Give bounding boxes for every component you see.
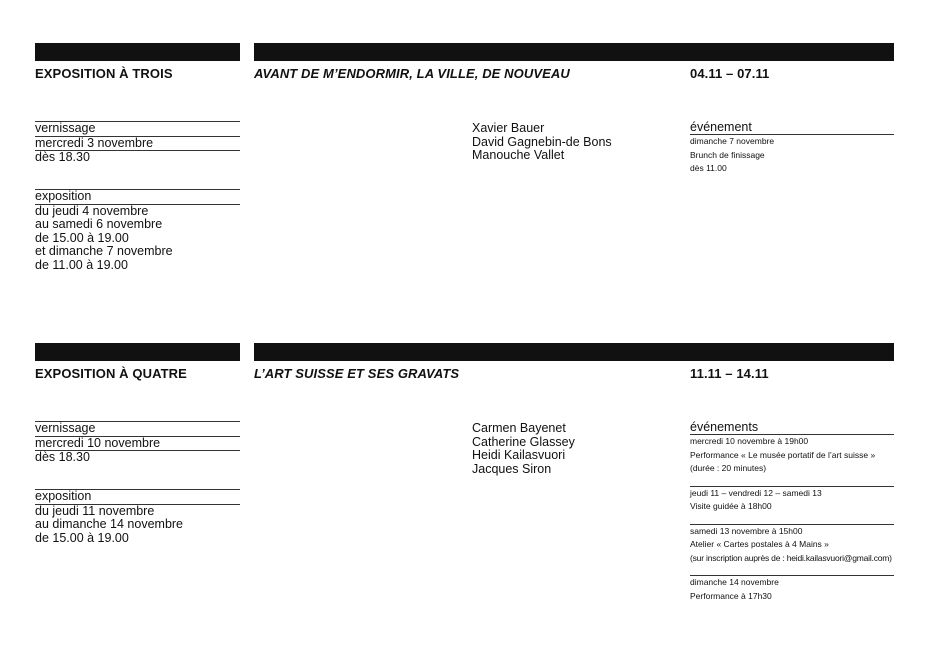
vernissage-date: mercredi 3 novembre: [35, 135, 154, 150]
vernissage-time: dès 18.30: [35, 450, 90, 464]
artist-name: Heidi Kailasvuori: [472, 448, 566, 462]
event-item: [690, 135, 894, 176]
exposition-line: du jeudi 11 novembre: [35, 503, 155, 518]
event-line: (durée : 20 minutes): [690, 463, 767, 473]
vernissage-block: [35, 121, 240, 165]
artist-name: Jacques Siron: [472, 461, 552, 476]
event-item: [690, 435, 894, 476]
artist-list: [472, 122, 612, 163]
artist-name: Xavier Bauer: [472, 121, 545, 135]
event-line: Atelier « Cartes postales à 4 Mains »: [690, 539, 829, 549]
exposition-label: exposition: [35, 189, 92, 203]
section-subtitle: AVANT DE M’ENDORMIR, LA VILLE, DE NOUVEAU: [254, 66, 570, 81]
exposition-block: [35, 489, 240, 545]
event-item: [690, 524, 894, 566]
section-dates: 04.11 – 07.11: [690, 66, 770, 81]
artist-name: Manouche Vallet: [472, 148, 565, 162]
event-line: Brunch de finissage: [690, 149, 765, 160]
exposition-line: de 15.00 à 19.00: [35, 230, 129, 245]
exposition-line: du jeudi 4 novembre: [35, 203, 149, 218]
event-line: dimanche 7 novembre: [690, 136, 775, 146]
vernissage-label: vernissage: [35, 421, 96, 435]
event-line: (sur inscription auprès de : heidi.kailasvuori@gmail.com): [690, 552, 892, 563]
header-bar-right: [254, 43, 894, 61]
events-label: événements: [690, 420, 759, 434]
event-line: dès 11.00: [690, 163, 727, 173]
events-label: événement: [690, 120, 752, 134]
event-item: [690, 575, 894, 603]
exposition-label: exposition: [35, 489, 92, 503]
event-line: samedi 13 novembre à 15h00: [690, 525, 803, 536]
header-bar-left: [35, 343, 240, 361]
artist-name: David Gagnebin-de Bons: [472, 134, 612, 149]
event-line: dimanche 14 novembre: [690, 577, 779, 587]
exposition-line: et dimanche 7 novembre: [35, 244, 173, 258]
event-line: mercredi 10 novembre à 19h00: [690, 436, 809, 446]
event-line: Performance « Le musée portatif de l’art suisse »: [690, 449, 876, 460]
header-bar-right: [254, 343, 894, 361]
exposition-line: de 15.00 à 19.00: [35, 530, 129, 545]
exposition-line: au dimanche 14 novembre: [35, 517, 184, 531]
event-item: [690, 486, 894, 514]
exposition-line: de 11.00 à 19.00: [35, 257, 128, 272]
section-title: EXPOSITION À TROIS: [35, 66, 173, 81]
event-line: Visite guidée à 18h00: [690, 501, 772, 511]
vernissage-date: mercredi 10 novembre: [35, 435, 161, 450]
artist-list: [472, 422, 575, 476]
artist-name: Catherine Glassey: [472, 434, 575, 449]
exposition-line: au samedi 6 novembre: [35, 217, 163, 231]
section-subtitle: L’ART SUISSE ET SES GRAVATS: [254, 366, 460, 381]
section-dates: 11.11 – 14.11: [690, 366, 769, 381]
exposition-block: [35, 189, 240, 272]
vernissage-label: vernissage: [35, 121, 96, 135]
events-block: [690, 121, 894, 186]
events-block: [690, 421, 894, 613]
artist-name: Carmen Bayenet: [472, 421, 566, 435]
vernissage-time: dès 18.30: [35, 150, 90, 164]
header-bar-left: [35, 43, 240, 61]
event-line: jeudi 11 – vendredi 12 – samedi 13: [690, 487, 822, 498]
vernissage-block: [35, 421, 240, 465]
event-line: Performance à 17h30: [690, 590, 772, 601]
section-title: EXPOSITION À QUATRE: [35, 366, 187, 381]
